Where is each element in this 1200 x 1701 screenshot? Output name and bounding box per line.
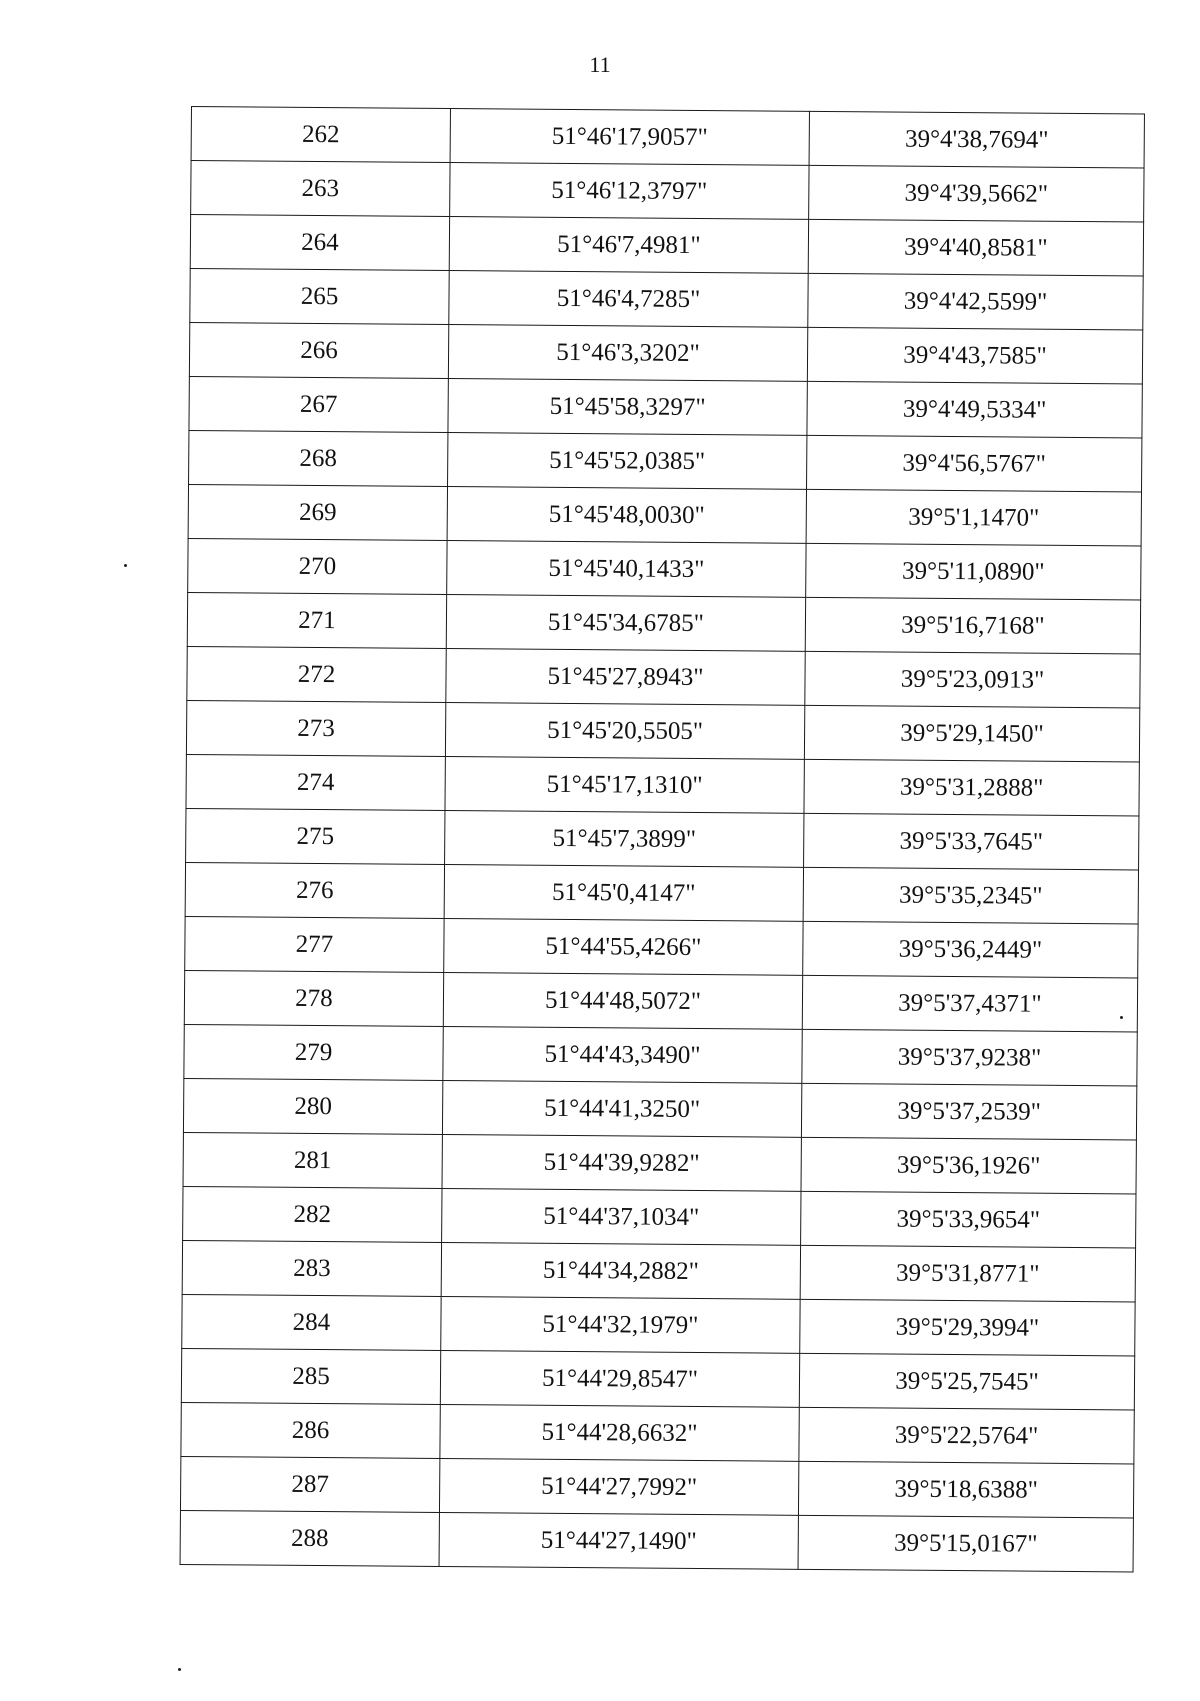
- point-number-cell: 266: [189, 322, 448, 378]
- table-row: [186, 808, 1139, 869]
- table-row: [186, 754, 1139, 815]
- point-number-cell: 278: [184, 970, 443, 1026]
- longitude-cell: 39°5'33,7645": [804, 813, 1139, 870]
- point-number-cell: 264: [190, 215, 449, 271]
- table-row: [188, 484, 1141, 545]
- longitude-cell: 39°5'29,1450": [804, 705, 1139, 762]
- point-number-cell: 280: [183, 1078, 442, 1134]
- longitude-cell: 39°5'15,0167": [798, 1515, 1133, 1572]
- table-row: [187, 646, 1140, 707]
- table-row: [190, 268, 1143, 329]
- table-row: [191, 161, 1144, 222]
- point-number-cell: 288: [180, 1510, 439, 1566]
- point-number-cell: 273: [186, 700, 445, 756]
- latitude-cell: 51°46'12,3797": [450, 163, 809, 220]
- point-number-cell: 279: [184, 1024, 443, 1080]
- latitude-cell: 51°45'7,3899": [445, 811, 804, 868]
- longitude-cell: 39°4'38,7694": [809, 111, 1144, 168]
- point-number-cell: 281: [183, 1132, 442, 1188]
- table-row: [181, 1402, 1134, 1463]
- latitude-cell: 51°46'7,4981": [449, 217, 808, 274]
- longitude-cell: 39°4'39,5662": [809, 165, 1144, 222]
- point-number-cell: 269: [188, 484, 447, 540]
- table-row: [181, 1348, 1134, 1409]
- point-number-cell: 284: [182, 1294, 441, 1350]
- longitude-cell: 39°5'33,9654": [801, 1191, 1136, 1248]
- latitude-cell: 51°44'41,3250": [442, 1081, 801, 1138]
- longitude-cell: 39°5'22,5764": [799, 1407, 1134, 1464]
- longitude-cell: 39°5'37,9238": [802, 1029, 1137, 1086]
- longitude-cell: 39°4'49,5334": [807, 381, 1142, 438]
- latitude-cell: 51°44'55,4266": [444, 919, 803, 976]
- table-row: [180, 1510, 1133, 1571]
- point-number-cell: 268: [189, 430, 448, 486]
- longitude-cell: 39°5'35,2345": [803, 867, 1138, 924]
- coordinates-table: [180, 106, 1145, 1572]
- latitude-cell: 51°46'4,7285": [449, 271, 808, 328]
- longitude-cell: 39°5'37,4371": [802, 975, 1137, 1032]
- table-row: [185, 862, 1138, 923]
- coordinates-table-body: [180, 107, 1144, 1572]
- latitude-cell: 51°45'0,4147": [444, 865, 803, 922]
- table-row: [180, 1456, 1133, 1517]
- point-number-cell: 275: [186, 808, 445, 864]
- latitude-cell: 51°44'39,9282": [442, 1135, 801, 1192]
- latitude-cell: 51°44'27,7992": [439, 1458, 798, 1515]
- point-number-cell: 277: [185, 916, 444, 972]
- latitude-cell: 51°44'48,5072": [443, 973, 802, 1030]
- latitude-cell: 51°45'20,5505": [445, 703, 804, 760]
- latitude-cell: 51°45'27,8943": [446, 649, 805, 706]
- table-row: [184, 970, 1137, 1031]
- longitude-cell: 39°5'29,3994": [800, 1299, 1135, 1356]
- longitude-cell: 39°4'40,8581": [808, 219, 1143, 276]
- longitude-cell: 39°5'1,1470": [806, 489, 1141, 546]
- longitude-cell: 39°4'43,7585": [807, 327, 1142, 384]
- scan-speck: [178, 1668, 181, 1671]
- latitude-cell: 51°45'17,1310": [445, 757, 804, 814]
- point-number-cell: 271: [187, 592, 446, 648]
- point-number-cell: 283: [182, 1240, 441, 1296]
- latitude-cell: 51°46'17,9057": [450, 109, 809, 166]
- scan-speck: [124, 564, 127, 567]
- point-number-cell: 282: [183, 1186, 442, 1242]
- longitude-cell: 39°5'11,0890": [806, 543, 1141, 600]
- table-row: [186, 700, 1139, 761]
- point-number-cell: 272: [187, 646, 446, 702]
- latitude-cell: 51°44'27,1490": [439, 1512, 798, 1569]
- latitude-cell: 51°44'43,3490": [443, 1027, 802, 1084]
- longitude-cell: 39°4'56,5767": [807, 435, 1142, 492]
- longitude-cell: 39°5'36,2449": [803, 921, 1138, 978]
- latitude-cell: 51°44'32,1979": [441, 1297, 800, 1354]
- latitude-cell: 51°44'29,8547": [440, 1350, 799, 1407]
- longitude-cell: 39°5'31,2888": [804, 759, 1139, 816]
- point-number-cell: 274: [186, 754, 445, 810]
- table-row: [182, 1294, 1135, 1355]
- longitude-cell: 39°5'37,2539": [801, 1083, 1136, 1140]
- table-row: [191, 107, 1144, 168]
- latitude-cell: 51°45'52,0385": [448, 433, 807, 490]
- point-number-cell: 265: [190, 268, 449, 324]
- latitude-cell: 51°44'28,6632": [440, 1404, 799, 1461]
- table-row: [185, 916, 1138, 977]
- longitude-cell: 39°5'31,8771": [800, 1245, 1135, 1302]
- point-number-cell: 287: [180, 1456, 439, 1512]
- longitude-cell: 39°5'23,0913": [805, 651, 1140, 708]
- longitude-cell: 39°5'36,1926": [801, 1137, 1136, 1194]
- page-number: 11: [589, 52, 611, 77]
- table-row: [188, 538, 1141, 599]
- point-number-cell: 267: [189, 376, 448, 432]
- latitude-cell: 51°44'37,1034": [442, 1189, 801, 1246]
- longitude-cell: 39°5'16,7168": [805, 597, 1140, 654]
- longitude-cell: 39°4'42,5599": [808, 273, 1143, 330]
- point-number-cell: 285: [181, 1348, 440, 1404]
- latitude-cell: 51°45'34,6785": [446, 595, 805, 652]
- table-row: [187, 592, 1140, 653]
- point-number-cell: 270: [188, 538, 447, 594]
- latitude-cell: 51°46'3,3202": [448, 325, 807, 382]
- table-row: [182, 1240, 1135, 1301]
- latitude-cell: 51°45'58,3297": [448, 379, 807, 436]
- table-row: [183, 1132, 1136, 1193]
- point-number-cell: 263: [191, 161, 450, 217]
- table-row: [183, 1078, 1136, 1139]
- latitude-cell: 51°44'34,2882": [441, 1243, 800, 1300]
- table-row: [184, 1024, 1137, 1085]
- table-row: [189, 430, 1142, 491]
- scan-speck: [1120, 1016, 1123, 1019]
- table-row: [183, 1186, 1136, 1247]
- longitude-cell: 39°5'25,7545": [799, 1353, 1134, 1410]
- point-number-cell: 262: [191, 107, 450, 163]
- table-row: [190, 215, 1143, 276]
- point-number-cell: 286: [181, 1402, 440, 1458]
- longitude-cell: 39°5'18,6388": [798, 1461, 1133, 1518]
- point-number-cell: 276: [185, 862, 444, 918]
- latitude-cell: 51°45'40,1433": [447, 541, 806, 598]
- table-row: [189, 376, 1142, 437]
- table-row: [189, 322, 1142, 383]
- latitude-cell: 51°45'48,0030": [447, 487, 806, 544]
